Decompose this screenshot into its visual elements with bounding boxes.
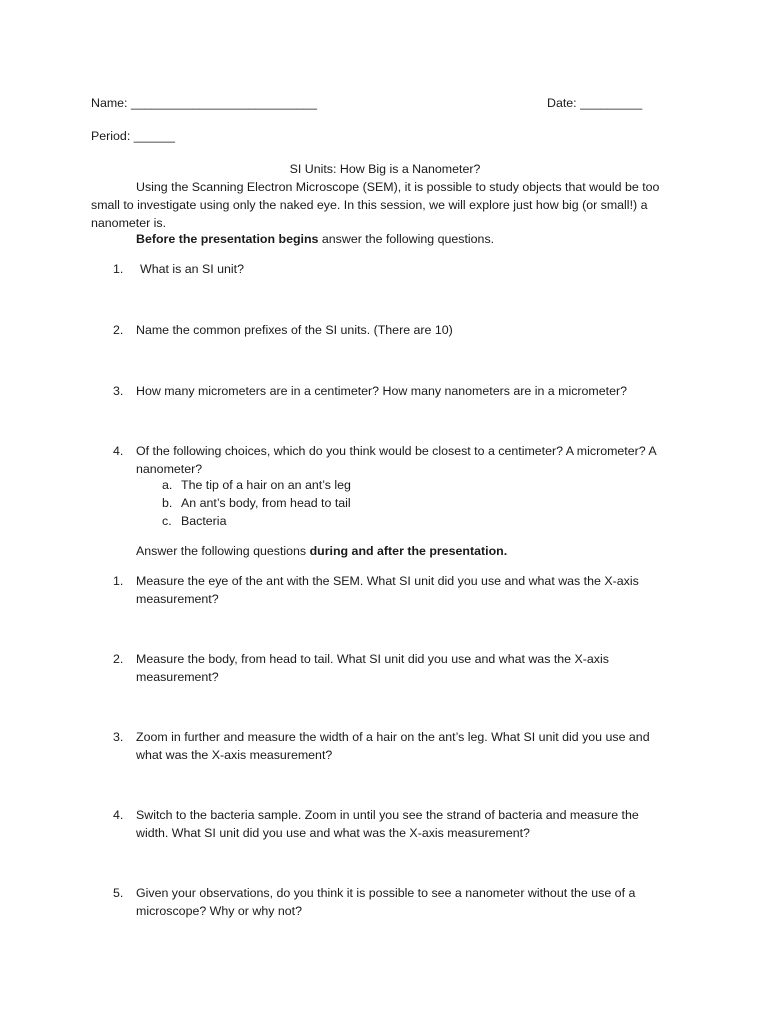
- question-text: How many micrometers are in a centimeter? How many nanometers are in a micrometer?: [136, 384, 627, 398]
- question-number: 1.: [113, 574, 124, 588]
- choice-text: An ant’s body, from head to tail: [181, 496, 351, 510]
- before-bold: Before the presentation begins: [136, 232, 319, 246]
- question-text: Measure the body, from head to tail. What SI unit did you use and what was the X-axis measurement?: [136, 652, 609, 684]
- period-blank[interactable]: ______: [133, 129, 176, 143]
- question-number: 3.: [113, 730, 124, 744]
- during-rest: Answer the following questions: [136, 544, 310, 558]
- question-number: 2.: [113, 652, 124, 666]
- intro-paragraph: Using the Scanning Electron Microscope (SEM), it is possible to study objects that would be too small to investigate using only the naked eye. In this session, we will explore just how big (or small!) a nanometer is.: [91, 180, 660, 230]
- period-field[interactable]: [91, 127, 175, 145]
- choice-text: Bacteria: [181, 514, 227, 528]
- question-text: Switch to the bacteria sample. Zoom in until you see the strand of bacteria and measure the width. What SI unit did you use and what was the X-axis measurement?: [136, 808, 639, 840]
- choice-letter: c.: [162, 514, 172, 528]
- name-label: Name:: [91, 96, 128, 110]
- question-text: Zoom in further and measure the width of a hair on the ant’s leg. What SI unit did you use and what was the X-axis measurement?: [136, 730, 650, 762]
- date-blank[interactable]: _________: [580, 96, 643, 110]
- question-text: Given your observations, do you think it is possible to see a nanometer without the use of a microscope? Why or why not?: [136, 886, 636, 918]
- before-instructions: [136, 230, 494, 248]
- name-blank[interactable]: ___________________________: [130, 96, 318, 110]
- name-field[interactable]: [91, 94, 317, 112]
- date-label: Date:: [547, 96, 577, 110]
- question-text: Of the following choices, which do you think would be closest to a centimeter? A micrometer? A nanometer?: [136, 444, 656, 476]
- question-number: 5.: [113, 886, 124, 900]
- choice-letter: a.: [162, 478, 173, 492]
- during-bold: during and after the presentation.: [309, 544, 508, 558]
- question-text: What is an SI unit?: [140, 262, 244, 276]
- period-label: Period:: [91, 129, 131, 143]
- during-instructions: [136, 542, 507, 560]
- question-number: 4.: [113, 808, 124, 822]
- question-number: 3.: [113, 384, 124, 398]
- question-text: Name the common prefixes of the SI units. (There are 10): [136, 323, 453, 337]
- question-number: 4.: [113, 444, 124, 458]
- before-rest: answer the following questions.: [318, 232, 495, 246]
- date-field[interactable]: [547, 94, 642, 112]
- choice-text: The tip of a hair on an ant’s leg: [181, 478, 351, 492]
- choice-letter: b.: [162, 496, 173, 510]
- page-title: SI Units: How Big is a Nanometer?: [289, 162, 481, 176]
- question-number: 2.: [113, 323, 124, 337]
- question-number: 1.: [113, 262, 124, 276]
- question-text: Measure the eye of the ant with the SEM. What SI unit did you use and what was the X-axis measurement?: [136, 574, 639, 606]
